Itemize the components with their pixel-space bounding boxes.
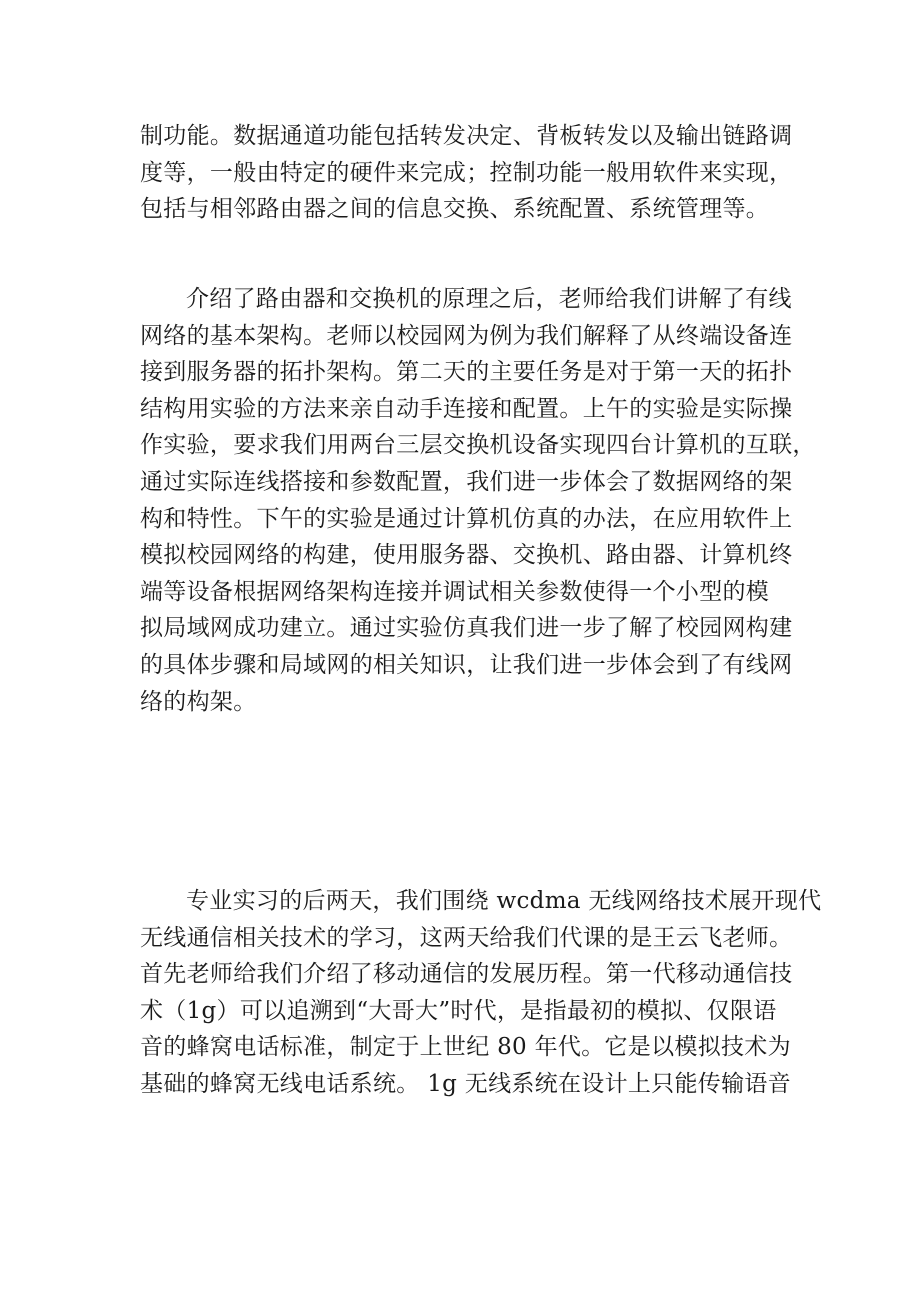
text-line: 构和特性。下午的实验是通过计算机仿真的办法，在应用软件上 xyxy=(140,505,793,532)
text-line: 基础的蜂窝无线电话系统。 1g 无线系统在设计上只能传输语音 xyxy=(140,1070,791,1097)
text-line: 音的蜂窝电话标准，制定于上世纪 80 年代。它是以模拟技术为 xyxy=(140,1034,791,1061)
text-line: 接到服务器的拓扑架构。第二天的主要任务是对于第一天的拓扑 xyxy=(140,359,793,386)
text-line: 模拟校园网络的构建，使用服务器、交换机、路由器、计算机终 xyxy=(140,542,793,569)
text-line: 首先老师给我们介绍了移动通信的发展历程。第一代移动通信技 xyxy=(140,961,793,988)
text-line: 制功能。数据通道功能包括转发决定、背板转发以及输出链路调 xyxy=(140,123,793,149)
text-line: 包括与相邻路由器之间的信息交换、系统配置、系统管理等。 xyxy=(140,196,770,223)
text-line: 专业实习的后两天，我们围绕 wcdma 无线网络技术展开现代 xyxy=(186,888,822,914)
paragraph-wireless-communication xyxy=(140,883,822,1103)
text-line: 术（1g）可以追溯到“大哥大”时代，是指最初的模拟、仅限语 xyxy=(140,997,777,1024)
text-line: 介绍了路由器和交换机的原理之后，老师给我们讲解了有线 xyxy=(186,286,792,312)
paragraph-wired-network-architecture xyxy=(140,281,816,720)
text-line: 结构用实验的方法来亲自动手连接和配置。上午的实验是实际操 xyxy=(140,395,793,422)
text-line: 通过实际连线搭接和参数配置，我们进一步体会了数据网络的架 xyxy=(140,468,793,495)
text-line: 拟局域网成功建立。通过实验仿真我们进一步了解了校园网构建 xyxy=(140,615,793,642)
text-line: 端等设备根据网络架构连接并调试相关参数使得一个小型的模 xyxy=(140,578,770,605)
text-line: 络的构架。 xyxy=(140,688,257,715)
text-line: 度等，一般由特定的硬件来完成；控制功能一般用软件来实现， xyxy=(140,159,793,186)
text-line: 作实验，要求我们用两台三层交换机设备实现四台计算机的互联， xyxy=(140,432,816,459)
text-line: 无线通信相关技术的学习，这两天给我们代课的是王云飞老师。 xyxy=(140,924,793,951)
text-line: 的具体步骤和局域网的相关知识，让我们进一步体会到了有线网 xyxy=(140,651,793,678)
text-line: 网络的基本架构。老师以校园网为例为我们解释了从终端设备连 xyxy=(140,322,793,349)
paragraph-router-functions xyxy=(140,118,793,228)
